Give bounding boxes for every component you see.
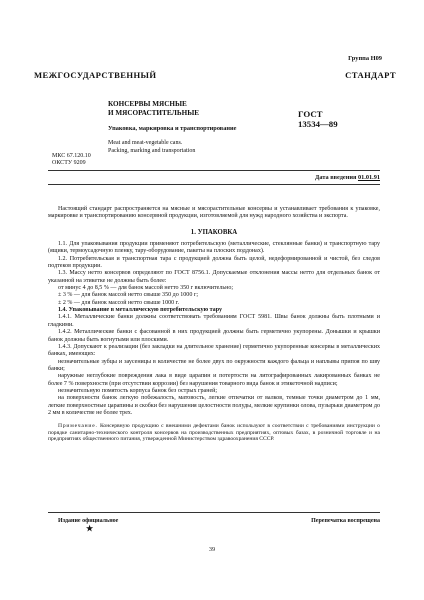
paragraph-1-4-3: 1.4.3. Допускают к реализации (без закладки на длительное хранение) герметично укупоренные консервы в металлических банках, имеющих: (48, 343, 380, 358)
intro-paragraph: Настоящий стандарт распространяется на мясные и мясорастительные консервы и устанавливает требования к упаковке, маркировке и транспортированию консервной продукции, изготовляемой для нужд народного хозяйства и экспорта. (48, 206, 380, 220)
page-number: 39 (208, 546, 216, 553)
standard-type-heading: МЕЖГОСУДАРСТВЕННЫЙ СТАНДАРТ (34, 70, 396, 80)
note-paragraph (48, 423, 380, 443)
effective-date-value: 01.01.91 (357, 174, 380, 181)
paragraph-1-1: 1.1. Для упаковывания продукции применяют потребительскую (металлические, стеклянные банки) и транспортную тару (ящики, термоусадочную пленку, тару-оборудование, пакеты на плоских поддонах). (48, 241, 380, 255)
reprint-prohibited-label: Перепечатка воспрещена (311, 518, 380, 524)
tolerance-1: от минус 4 до 8,5 % — для банок массой нетто 350 г включительно; (58, 285, 234, 292)
note-label: Примечание. (58, 423, 98, 430)
paragraph-1-3: 1.3. Массу нетто консервов определяют по ГОСТ 8756.1. Допускаемые отклонения массы нетто для отдельных банок от указанной на этикетке не должны быть более: (48, 270, 380, 284)
tolerance-3: ± 2 % — для банок массой нетто свыше 1000 г. (58, 299, 179, 306)
footer-divider (48, 512, 380, 513)
english-title-line-2: Packing, marking and transportation (108, 147, 196, 154)
gost-block (298, 109, 338, 129)
section-heading-1: 1. УПАКОВКА (190, 228, 238, 236)
paragraph-1-4-2: 1.4.2. Металлические банки с фасованной в них продукцией должны быть герметично укупорены. Донышки и крышки банок должны быть вогнутыми или плоскими. (48, 329, 380, 343)
title-line-2: И МЯСОРАСТИТЕЛЬНЫЕ (108, 109, 200, 117)
defect-item-2: наружные неглубокие повреждения лака в виде царапин и потертости на литографированных лакированных банках не более 7 % поверхности (при отсутствии коррозии) без нарушения товарного вида банок и этикеточной надписи; (48, 373, 380, 387)
star-icon: ★ (86, 524, 94, 533)
paragraph-1-4-1: 1.4.1. Металлические банки должны соответствовать требованиям ГОСТ 5981. Швы банок должны быть плотными и гладкими. (48, 314, 380, 328)
effective-date-label: Дата введения (315, 174, 357, 181)
gost-label: ГОСТ (298, 109, 323, 119)
official-edition-label: Издание официальное (58, 518, 119, 524)
defect-item-4: на поверхности банок легкую побежалость, матовость, легкие отпечатки от валков, темные точки диаметром до 1 мм, легкие поверхностные царапины и скобки без нарушения целостности полуды, мелкие крупинки олова, пузырьки диаметром до 2 мм в количестве не более трех. (48, 395, 380, 416)
defect-item-1: незначительные зубцы и заусеницы в количестве не более двух по окружности каждого фальца и наплывы припоя по шву банки; (48, 358, 380, 372)
group-code: Группа Н09 (348, 55, 382, 62)
header-divider (48, 170, 380, 171)
mks-code: МКС 67.120.10 (52, 153, 91, 159)
okstu-code: ОКСТУ 9209 (52, 160, 86, 167)
title-subtitle: Упаковка, маркировка и транспортирование (108, 125, 237, 132)
defect-item-3: незначительную помятость корпуса банок без острых граней; (58, 387, 218, 394)
classification-codes (52, 153, 91, 168)
english-title-line-1: Meat and meat-vegetable cans. (108, 140, 183, 146)
paragraph-1-2: 1.2. Потребительская и транспортная тара с продукцией должна быть целой, недеформированной и чистой, без следов подтеков продукции. (48, 255, 380, 270)
tolerance-2: ± 3 % — для банок массой нетто свыше 350 до 1000 г; (58, 292, 199, 299)
title-block (108, 100, 278, 133)
title-line-1: КОНСЕРВЫ МЯСНЫЕ (108, 100, 187, 108)
subsection-heading-1-4: 1.4. Упаковывание в металлическую потребительскую тару (58, 307, 223, 314)
english-title (108, 140, 195, 155)
gost-number: 13534—89 (298, 119, 338, 129)
note-text: Консервную продукцию с внешними дефектами банок используют в соответствии с требованиями инструкции о порядке санитарно-технического контроля консервов на производственных предприятиях, оптовых базах, в розничной торговле и на предприятиях общественного питания, утвержденной Министерством здравоохранения СССР. (48, 423, 380, 443)
date-divider (48, 184, 380, 185)
effective-date (315, 174, 380, 181)
body-text (48, 206, 380, 443)
